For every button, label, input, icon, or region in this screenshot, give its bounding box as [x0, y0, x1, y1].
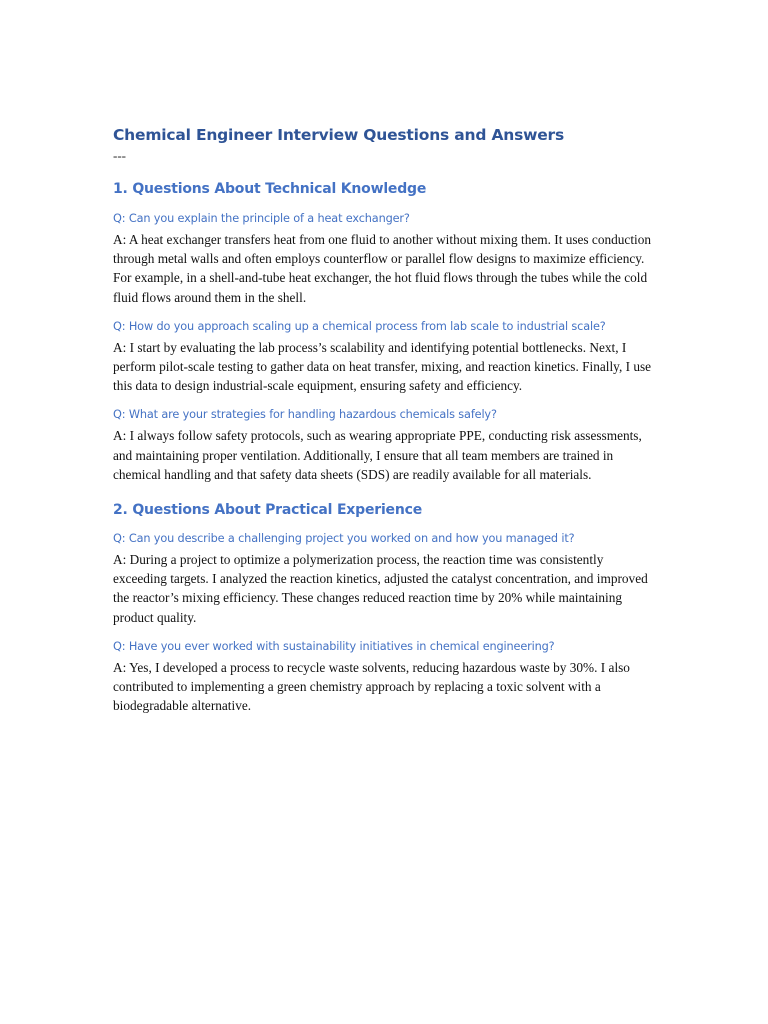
section-heading: 2. Questions About Practical Experience	[113, 502, 423, 519]
question-text: Q: Can you explain the principle of a heat exchanger?	[113, 212, 410, 225]
document-page	[113, 124, 658, 715]
answer-text: A: Yes, I developed a process to recycle waste solvents, reducing hazardous waste by 30%. I also contributed to implementing a green chemistry approach by replacing a toxic solvent with a biodegradable alternative.	[113, 659, 630, 714]
question-text: Q: Can you describe a challenging project you worked on and how you managed it?	[113, 532, 575, 546]
answer-text: A: I always follow safety protocols, such as wearing appropriate PPE, conducting risk assessments, and maintaining proper ventilation. Additionally, I ensure that all team members are trained in chemical handling and that safety data sheets (SDS) are readily available for all materials.	[113, 428, 642, 482]
qa-item	[113, 211, 658, 307]
question-text: Q: Have you ever worked with sustainability initiatives in chemical engineering?	[113, 639, 555, 653]
section-technical-knowledge	[113, 179, 658, 484]
answer-text: A: I start by evaluating the lab process’s scalability and identifying potential bottlenecks. Next, I perform pilot-scale testing to gather data on heat transfer, mixing, and reaction kinetics. Finally, I use this data to design industrial-scale equipment, ensuring safety and efficiency.	[113, 339, 652, 394]
question-text: Q: How do you approach scaling up a chemical process from lab scale to industrial scale?	[113, 319, 606, 333]
qa-item	[113, 639, 658, 716]
qa-item	[113, 319, 658, 396]
answer-text: A: During a project to optimize a polymerization process, the reaction time was consistently exceeding targets. I analyzed the reaction kinetics, adjusted the catalyst concentration, and improved the reactor’s mixing efficiency. These changes reduced reaction time by 20% while maintaining product quality.	[113, 552, 648, 625]
section-practical-experience	[113, 500, 658, 715]
document-title: Chemical Engineer Interview Questions and Answers	[113, 126, 565, 144]
qa-item	[113, 407, 658, 484]
qa-item	[113, 531, 658, 627]
answer-text: A: A heat exchanger transfers heat from one fluid to another without mixing them. It uses conduction through metal walls and often employs counterflow or parallel flow designs to maximize efficiency. For example, in a shell-and-tube heat exchanger, the hot fluid flows through the tubes while the cold fluid flows around them in the shell.	[113, 232, 652, 305]
divider-text: ---	[113, 148, 126, 163]
question-text: Q: What are your strategies for handling hazardous chemicals safely?	[113, 408, 497, 422]
section-heading: 1. Questions About Technical Knowledge	[113, 181, 427, 197]
